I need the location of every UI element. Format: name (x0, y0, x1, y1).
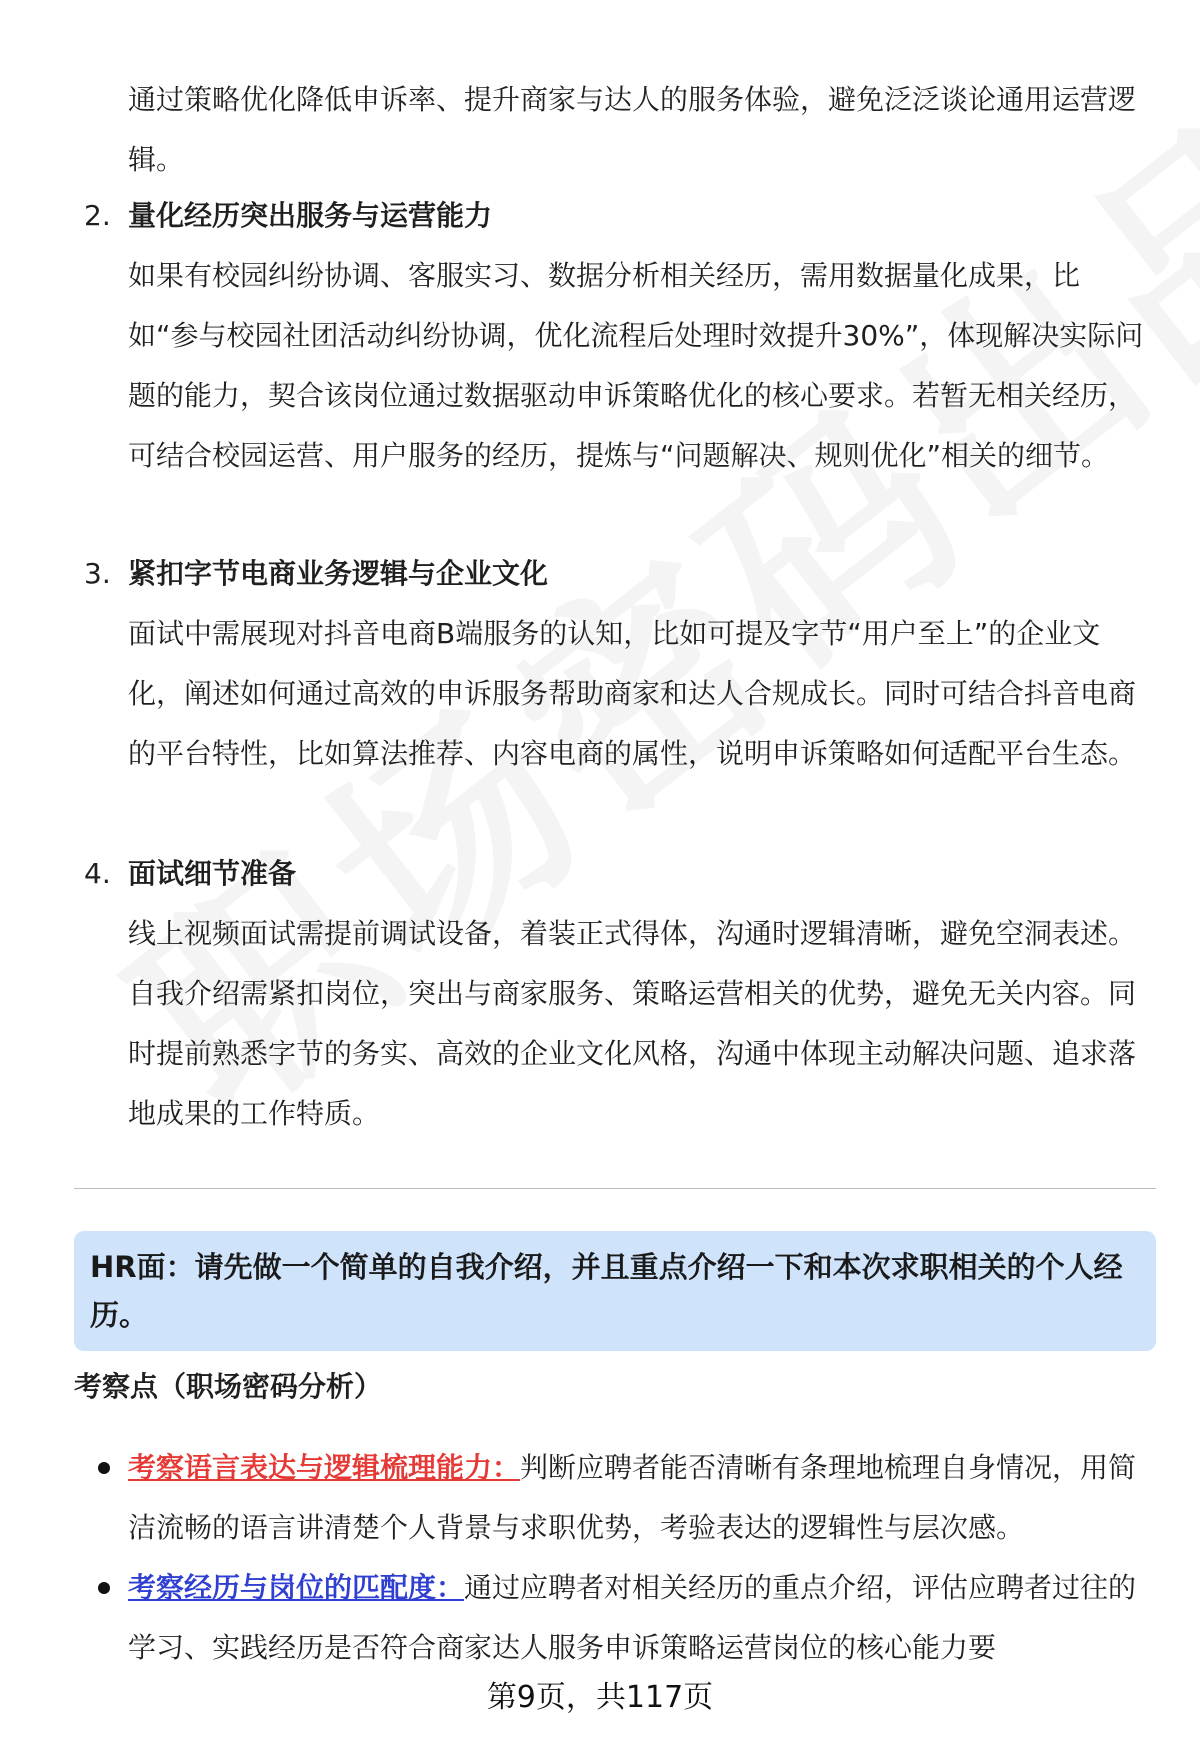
bullet-item-1 (128, 1438, 1148, 1558)
item-title-4: 面试细节准备 (128, 857, 297, 890)
page-footer: 第9页，共117页 (486, 1680, 714, 1715)
item-number-4: 4. (84, 857, 111, 890)
item-number-2: 2. (84, 199, 111, 232)
item-body-4: 线上视频面试需提前调试设备，着装正式得体，沟通时逻辑清晰，避免空洞表述。自我介绍需紧扣岗位，突出与商家服务、策略运营相关的优势，避免无关内容。同时提前熟悉字节的务实、高效的企业文化风格，沟通中体现主动解决问题、追求落地成果的工作特质。 (128, 917, 1137, 1130)
hr-question-text: HR面：请先做一个简单的自我介绍，并且重点介绍一下和本次求职相关的个人经历。 (90, 1250, 1123, 1332)
item-body-2: 如果有校园纠纷协调、客服实习、数据分析相关经历，需用数据量化成果，比如“参与校园社团活动纠纷协调，优化流程后处理时效提升30%”，体现解决实际问题的能力，契合该岗位通过数据驱动申诉策略优化的核心要求。若暂无相关经历，可结合校园运营、用户服务的经历，提炼与“问题解决、规则优化”相关的细节。 (128, 259, 1144, 472)
bullet-item-2 (128, 1558, 1148, 1678)
bullet-dot-2 (98, 1582, 110, 1594)
item-title-3: 紧扣字节电商业务逻辑与企业文化 (128, 557, 549, 590)
bullet-dot-1 (98, 1462, 110, 1474)
item-body-3: 面试中需展现对抖音电商B端服务的认知，比如可提及字节“用户至上”的企业文化，阐述如何通过高效的申诉服务帮助商家和达人合规成长。同时可结合抖音电商的平台特性，比如算法推荐、内容电商的属性，说明申诉策略如何适配平台生态。 (128, 617, 1137, 770)
bullet-highlight-2: 考察经历与岗位的匹配度： (128, 1571, 465, 1604)
bullet-highlight-1: 考察语言表达与逻辑梳理能力： (128, 1451, 521, 1484)
bullet-text-2: 通过应聘者对相关经历的重点介绍，评估应聘者过往的学习、实践经历是否符合商家达人服务申诉策略运营岗位的核心能力要 (128, 1571, 1137, 1664)
bullet-text-1: 判断应聘者能否清晰有条理地梳理自身情况，用简洁流畅的语言讲清楚个人背景与求职优势，考验表达的逻辑性与层次感。 (128, 1451, 1137, 1544)
section-divider (74, 1188, 1156, 1189)
intro-paragraph: 通过策略优化降低申诉率、提升商家与达人的服务体验，避免泛泛谈论通用运营逻辑。 (128, 83, 1137, 176)
item-title-2: 量化经历突出服务与运营能力 (128, 199, 493, 232)
hr-question-box (74, 1231, 1156, 1351)
section-label: 考察点（职场密码分析） (74, 1370, 383, 1403)
item-number-3: 3. (84, 557, 111, 590)
